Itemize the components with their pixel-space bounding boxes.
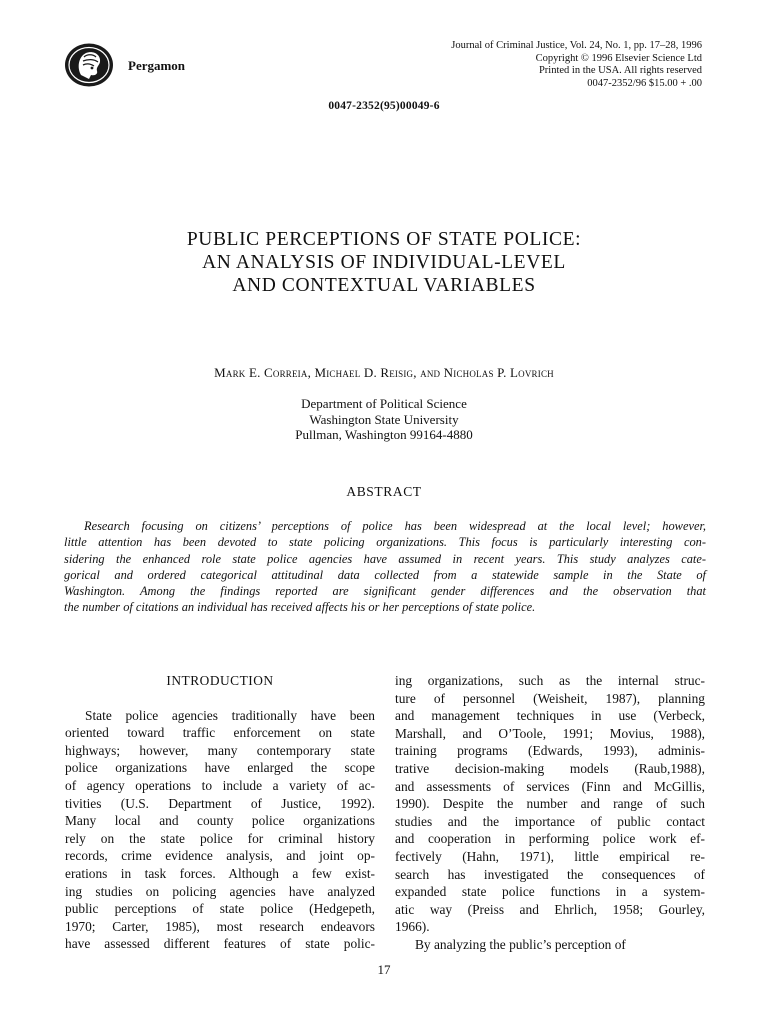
- body-line: State police agencies traditionally have been: [85, 707, 375, 723]
- body-line: Marshall, and O’Toole, 1991; Movius, 1988),: [395, 725, 705, 741]
- paper-title: [0, 228, 768, 297]
- body-line: ing organizations, such as the internal struc-: [395, 673, 705, 688]
- body-line: and cooperation in performing police work ef-: [395, 831, 705, 847]
- pergamon-logo-icon: [63, 42, 115, 88]
- title-line: PUBLIC PERCEPTIONS OF STATE POLICE:: [186, 229, 582, 250]
- right-column: [395, 672, 705, 954]
- body-line: police organizations have enlarged the scope: [65, 760, 375, 776]
- author-list: Mark E. Correia, Michael D. Reisig, and Nicholas P. Lovrich: [214, 365, 554, 380]
- body-line: rely on the state police for criminal history: [65, 830, 375, 846]
- body-line: 1990). Despite the number and range of such: [395, 796, 705, 812]
- body-line: oriented toward traffic enforcement on state: [65, 725, 375, 741]
- body-line: training programs (Edwards, 1993), adminis-: [395, 743, 705, 759]
- journal-line: Copyright © 1996 Elsevier Science Ltd: [535, 52, 702, 64]
- body-line: records, crime evidence analysis, and joint op-: [65, 848, 375, 864]
- body-line: fectively (Hahn, 1971), little empirical re-: [395, 848, 705, 864]
- body-line: trative decision-making models (Raub,1988),: [395, 760, 705, 776]
- affiliation-line: Department of Political Science: [301, 396, 467, 411]
- body-line: Many local and county police organizations: [65, 813, 375, 829]
- affiliation-line: Pullman, Washington 99164-4880: [295, 427, 473, 442]
- body-line: have assessed different features of state polic-: [65, 936, 375, 952]
- body-line: and assessments of services (Finn and McGillis,: [395, 778, 705, 794]
- title-line: AND CONTEXTUAL VARIABLES: [232, 275, 536, 296]
- body-line: ture of personnel (Weisheit, 1987), planning: [395, 690, 705, 706]
- page-number: 17: [377, 962, 391, 977]
- abstract-line: little attention has been devoted to state policing organizations. This focus is particularly interesting con-: [64, 535, 706, 550]
- body-line: expanded state police functions in a system-: [395, 884, 705, 900]
- journal-line: 0047-2352/96 $15.00 + .00: [587, 77, 702, 89]
- abstract-body: [64, 518, 706, 616]
- body-line: studies and the importance of public contact: [395, 813, 705, 829]
- abstract-line: gorical and ordered categorical attitudinal data collected from a statewide sample in the State of: [64, 567, 706, 582]
- affiliation-line: Washington State University: [309, 411, 459, 427]
- abstract-line: Washington. Among the findings reported are significant gender differences and the observation that: [64, 584, 706, 599]
- article-doi: 0047-2352(95)00049-6: [328, 100, 440, 112]
- abstract-line: sidering the enhanced role state police agencies have assumed in recent years. This study analyzes cate-: [64, 551, 706, 566]
- affiliation: [0, 396, 768, 443]
- introduction-heading: INTRODUCTION: [166, 673, 274, 688]
- title-line: AN ANALYSIS OF INDIVIDUAL-LEVEL: [202, 252, 566, 273]
- body-line: erations in task forces. Although a few exist-: [65, 865, 375, 881]
- body-line: atic way (Preiss and Ehrlich, 1958; Gourley,: [395, 901, 705, 917]
- journal-line: Printed in the USA. All rights reserved: [538, 65, 702, 76]
- journal-citation: [451, 40, 702, 90]
- publisher-name: Pergamon: [128, 58, 186, 73]
- abstract-heading: ABSTRACT: [346, 484, 422, 499]
- body-line: highways; however, many contemporary state: [65, 742, 375, 758]
- body-line: tivities (U.S. Department of Justice, 1992).: [65, 795, 375, 811]
- body-line: search has investigated the consequences of: [395, 866, 705, 882]
- abstract-line: Research focusing on citizens’ perceptions of police has been widespread at the local level; however,: [84, 519, 706, 533]
- body-line: 1966).: [395, 919, 430, 935]
- journal-line: Journal of Criminal Justice, Vol. 24, No. 1, pp. 17–28, 1996: [451, 40, 702, 51]
- body-line: 1970; Carter, 1985), most research endeavors: [65, 918, 375, 934]
- body-line: By analyzing the public’s perception of: [415, 936, 626, 952]
- left-column: [65, 672, 375, 953]
- body-line: and management techniques in use (Verbeck,: [395, 708, 705, 724]
- body-line: ing studies on policing agencies have analyzed: [65, 883, 375, 899]
- abstract-line: the number of citations an individual has received affects his or her perceptions of state police.: [64, 600, 536, 615]
- body-line: public perceptions of state police (Hedgepeth,: [65, 901, 375, 917]
- body-line: of agency operations to include a variety of ac-: [65, 777, 375, 793]
